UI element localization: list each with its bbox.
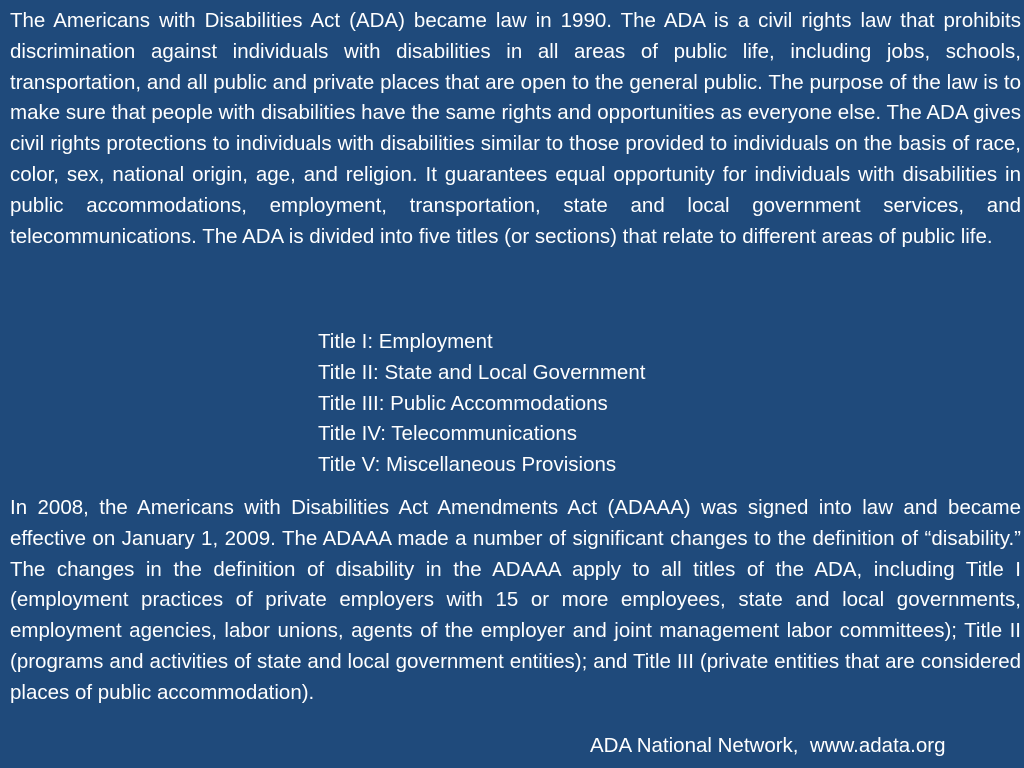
intro-paragraph: The Americans with Disabilities Act (ADA) became law in 1990. The ADA is a civil rights law that prohibits discrimination against individuals with disabilities in all areas of public life, including jobs, schools, transportation, and all public and private places that are open to the general public. The purpose of the law is to make sure that people with disabilities have the same rights and opportunities as everyone else. The ADA gives civil rights protections to individuals with disabilities similar to those provided to individuals on the basis of race, color, sex, national origin, age, and religion. It guarantees equal opportunity for individuals with disabilities in public accommodations, employment, transportation, state and local government services, and telecommunications. The ADA is divided into five titles (or sections) that relate to different areas of public life.	[10, 9, 1021, 248]
title-item-3: Title III: Public Accommodations	[318, 391, 608, 415]
amendments-paragraph: In 2008, the Americans with Disabilities Act Amendments Act (ADAAA) was signed into law and became effective on January 1, 2009. The ADAAA made a number of significant changes to the definition of “disability.” The changes in the definition of disability in the ADAAA apply to all titles of the ADA, including Title I (employment practices of private employers with 15 or more employees, state and local governments, employment agencies, labor unions, agents of the employer and joint management labor committees); Title II (programs and activities of state and local government entities); and Title III (private entities that are considered places of public accommodation).	[10, 496, 1021, 704]
title-item-4: Title IV: Telecommunications	[318, 422, 578, 446]
title-item-1: Title I: Employment	[318, 330, 493, 353]
title-item-5: Title V: Miscellaneous Provisions	[318, 453, 617, 477]
title-item-2: Title II: State and Local Government	[318, 360, 646, 384]
ada-titles-list	[318, 327, 645, 481]
source-credit: ADA National Network, www.adata.org	[590, 734, 946, 757]
